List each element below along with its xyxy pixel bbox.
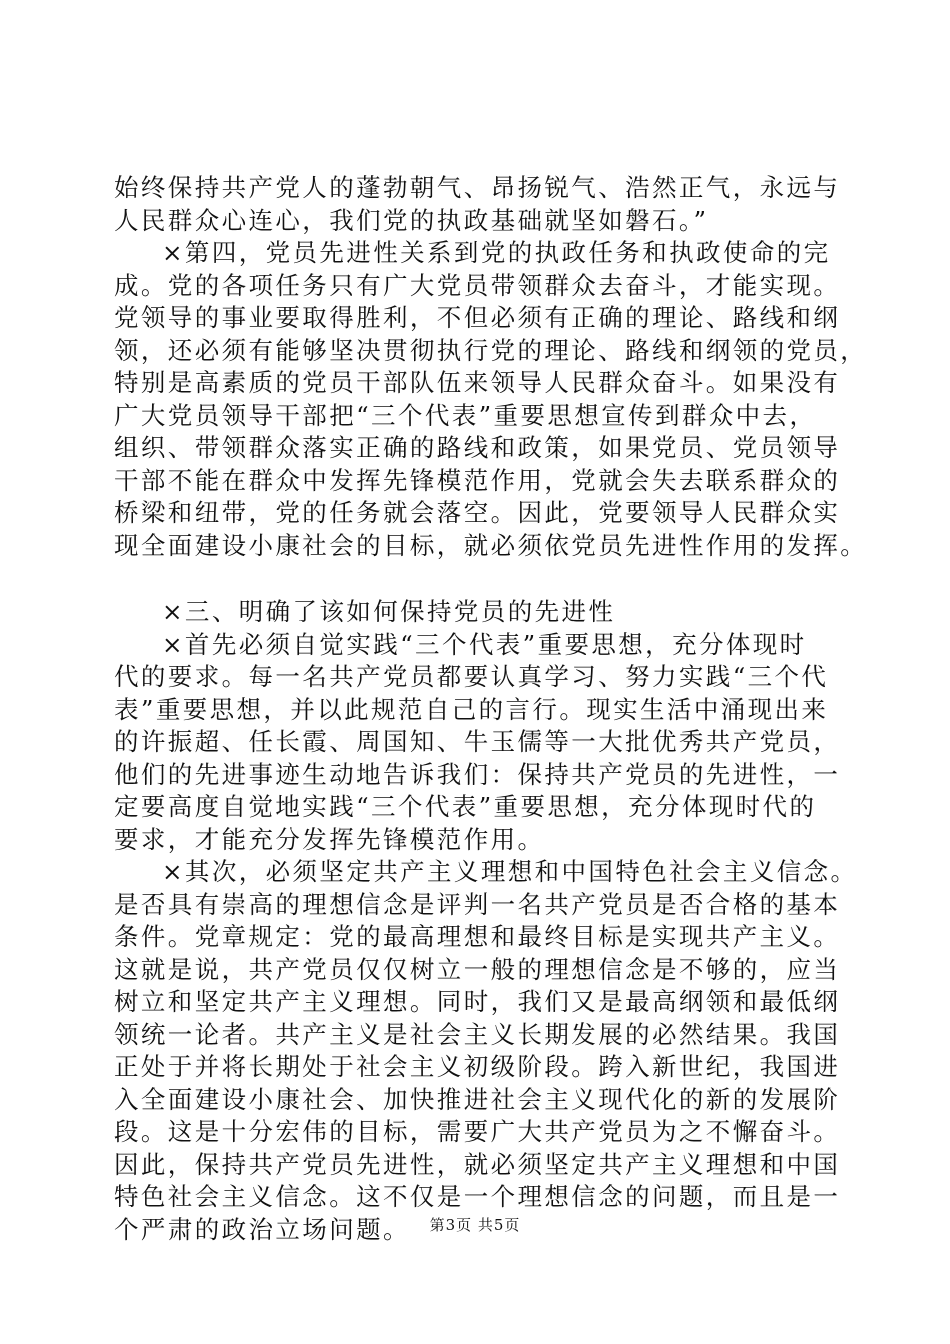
paragraph-line: 正处于并将长期处于社会主义初级阶段。跨入新世纪，我国进 <box>114 1052 841 1081</box>
paragraph-line: 入全面建设小康社会、加快推进社会主义现代化的新的发展阶 <box>114 1084 841 1114</box>
paragraph-line: 要求，才能充分发挥先锋模范作用。 <box>114 824 545 854</box>
paragraph-line: 定要高度自觉地实践“三个代表”重要思想，充分体现时代的 <box>114 792 817 821</box>
paragraph-line: 他们的先进事迹生动地告诉我们：保持共产党员的先进性，一 <box>114 759 841 789</box>
paragraph-line: ×其次，必须坚定共产主义理想和中国特色社会主义信念。 <box>162 857 858 886</box>
paragraph-line: 领，还必须有能够坚决贯彻执行党的理论、路线和纲领的党员， <box>114 335 868 365</box>
paragraph-line: 广大党员领导干部把“三个代表”重要思想宣传到群众中去， <box>114 400 817 430</box>
paragraph-line: 树立和坚定共产主义理想。同时，我们又是最高纲领和最低纲 <box>114 987 841 1016</box>
paragraph-line: 特别是高素质的党员干部队伍来领导人民群众奋斗。如果没有 <box>114 368 841 397</box>
paragraph-line: 的许振超、任长霞、周国知、牛玉儒等一大批优秀共产党员， <box>114 727 841 756</box>
paragraph-line: 这就是说，共产党员仅仅树立一般的理想信念是不够的，应当 <box>114 954 841 984</box>
paragraph-line: 个严肃的政治立场问题。 <box>114 1214 410 1244</box>
page-number-footer: 第3页 共5页 <box>429 1216 521 1234</box>
section-heading: ×三、明确了该如何保持党员的先进性 <box>162 597 616 626</box>
paragraph-line: 代的要求。每一名共产党员都要认真学习、努力实践“三个代 <box>114 662 829 691</box>
paragraph-line: 是否具有崇高的理想信念是评判一名共产党员是否合格的基本 <box>114 889 841 919</box>
paragraph-line: ×第四，党员先进性关系到党的执政任务和执政使命的完 <box>162 238 831 267</box>
paragraph-line: ×首先必须自觉实践“三个代表”重要思想，充分体现时 <box>162 629 807 659</box>
paragraph-line: 段。这是十分宏伟的目标，需要广大共产党员为之不懈奋斗。 <box>114 1117 841 1146</box>
paragraph-line: 人民群众心连心，我们党的执政基础就坚如磐石。” <box>114 205 709 235</box>
paragraph-line: 现全面建设小康社会的目标，就必须依党员先进性作用的发挥。 <box>114 530 868 560</box>
paragraph-line: 条件。党章规定：党的最高理想和最终目标是实现共产主义。 <box>114 922 841 951</box>
paragraph-line: 表”重要思想，并以此规范自己的言行。现实生活中涌现出来 <box>114 694 829 724</box>
paragraph-line: 始终保持共产党人的蓬勃朝气、昂扬锐气、浩然正气，永远与 <box>114 173 841 202</box>
paragraph-line: 因此，保持共产党员先进性，就必须坚定共产主义理想和中国 <box>114 1149 841 1179</box>
paragraph-line: 组织、带领群众落实正确的路线和政策，如果党员、党员领导 <box>114 433 841 462</box>
paragraph-line: 干部不能在群众中发挥先锋模范作用，党就会失去联系群众的 <box>114 465 841 495</box>
paragraph-line: 特色社会主义信念。这不仅是一个理想信念的问题，而且是一 <box>114 1182 841 1211</box>
paragraph-line: 桥梁和纽带，党的任务就会落空。因此，党要领导人民群众实 <box>114 498 841 527</box>
paragraph-line: 党领导的事业要取得胜利，不但必须有正确的理论、路线和纲 <box>114 303 841 332</box>
paragraph-line: 领统一论者。共产主义是社会主义长期发展的必然结果。我国 <box>114 1019 841 1049</box>
paragraph-line: 成。党的各项任务只有广大党员带领群众去奋斗，才能实现。 <box>114 270 841 300</box>
